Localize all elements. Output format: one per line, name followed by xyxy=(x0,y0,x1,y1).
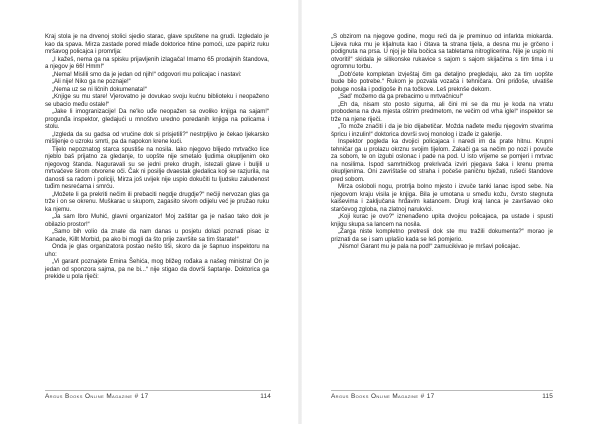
paragraph: Inspektor pogleda ka dvojici policajaca i naredi im da prate hitnu. Krupni tehničar ga u prolazu okrznu svojim tijelom. Zakači ga sa nečim po nozi i povuče za sobom, te on izgubi oslonac i pade na pod. U isto vrijeme se pomjeri i mrtvac na nosilima. Ispod samrtničkog prekrivača izviri pjegava šaka i krenu prema okupljenima. Oni zavrištaše od straha i počeše paničnu bježati, rušeći štandove pred sobom. xyxy=(331,139,553,183)
paragraph: „Ali nije! Niko ga ne poznaje!“ xyxy=(52,79,131,85)
paragraph: „Vi garant poznajete Emina Šehića, mog bližeg rođaka a našeg ministra! On je jedan od sponzora sajma, pa ne bi...“ nije stigao da dovrši šaptanje. Doktorica ga prekide u pola riječi: xyxy=(45,259,269,280)
paragraph: „Sad' možemo da ga prebacimo u mrtvačnicu!“ xyxy=(338,94,464,100)
page-number: 115 xyxy=(542,393,553,400)
page-number: 114 xyxy=(260,393,271,400)
paragraph: „Možete li ga prekriti nečim ili prebaciti negdje drugdje?“ nečiji nervozan glas ga trže i on se okrenu. Muškarac u skupom, zagasito sivom odijelu već je pružao ruku ka njemu. xyxy=(45,191,269,213)
magazine-name: Argus Books Online Magazine # 17 xyxy=(45,393,149,400)
paragraph: Onda je glas organizatora postao nešto tiši, skoro da je šapnuo inspektoru na uho: xyxy=(45,244,269,258)
paragraph: „Koji kurac je ovo?“ iznenađeno upita dvojicu policajaca, pa ustade i spusti knjigu skupa sa lancem na nosila. xyxy=(331,214,553,228)
left-page-text xyxy=(45,34,269,282)
paragraph: Tijelo nepoznatog starca spustiše na nosila. Iako njegovo blijedo mrtvačko lice njeblo baš prijatno za gledanje, to uopšte nije smetalo ljudima okupljenim oko njegovog štanda. Naguravali su se jedni preko drugih, istezali glave i buljili u mrtvačeve širom otvorene oči. Čak ni posilje dvaestak gledalica koji se razjurila, na danosti sa radom i policiji, Mirza još uvijek nije uspio dokučiti tu ljudsku zaludenost tuđim nesrećama i smrću. xyxy=(45,146,269,190)
paragraph: „To može značiti i da je bio dijabetičar. Možda nađete među njegovim stvarima špricu i inzulin!“ doktorica dovrši svoj monolog i izađe iz galerije. xyxy=(331,124,553,138)
right-page-footer xyxy=(331,390,553,402)
paragraph: „Zarga niste kompletno pretresli dok ste mu tražili dokumenta?“ morao je priznati da se i sam uplašio kada se leš pomjerio. xyxy=(331,229,553,243)
right-page xyxy=(300,0,600,424)
paragraph: „S obzirom na njegove godine, mogu reći da je preminuo od infarkta miokarda. Lijeva ruka mu je kljalnuta kao i čitava ta strana tijela, a desna mu je grčeno i podignuta na prsa. U njoj je bila bočica sa tabletama nitroglicerina. Nije je uspio ni otvoriti!“ skidala je silikonske rukavice s sajom s sajom skijačima s tim tima i u ogromnu torbu. xyxy=(331,34,553,70)
paragraph: „Jake li imogranizacije! Da ne'ko uđe neopažen sa ovoliko knjiga na sajam!“ progunđa inspektor, gledajući u mnoštvo uredno poredanih knjiga na policama i stolu. xyxy=(45,109,269,130)
paragraph: Kraj stola je na drvenoj stolici sjedio starac, glave spuštene na grudi. Izgledalo je kao da spava. Mirza zastade pored mlađe doktorice htine pomoći, uze papiriz ruku mršavog policajca i promrlja: xyxy=(45,34,269,55)
paragraph: „Ja sam Ibro Muhić, glavni organizator! Moj zaštitar ga je našao tako dok je obilazio prostor!“ xyxy=(45,214,269,228)
right-page-text xyxy=(331,34,553,252)
paragraph: „Eh da, nisam sto posto sigurna, ali čini mi se da mu je koda na vratu probodena na dva mjesta oštrim predmetom, ne večim od vrha igle!“ inspektor se trže na njene riječi. xyxy=(331,101,553,123)
left-page-footer xyxy=(45,390,271,402)
paragraph: „Nema! Mislili smo da je jedan od njih!“ odgovori mu policajac i nastavi: xyxy=(52,71,242,78)
magazine-name: Argus Books Online Magazine # 17 xyxy=(331,393,435,400)
paragraph: „I kažeš, nema ga na spisku prijavljenih izlagača! Imamo 65 prodajnih štandova, a njegov je 66! Hmm!“ xyxy=(45,56,269,70)
paragraph: „Nismo! Garant mu je pala na pod!“ zamucikivao je mršavi policajac. xyxy=(338,244,521,250)
paragraph: „Samo bih volio da znate da nam danas u posjetu dolazi poznati pisac iz Kanade, Killt Morbid, pa ako bi mogli da što prije završite sa tim štarate!“ xyxy=(45,229,269,243)
paragraph: „Nema uz se ni ličnih dokumenata!“ xyxy=(52,86,147,93)
paragraph: „Knjige su mu stare! Vjerovatno je dovukao svoju kućnu biblioteku i neopaženo se ubacio među ostale!“ xyxy=(45,94,269,108)
paragraph: „Izgleda da su gadsa od vrućine dok si prisjetili?“ nestrpljivo je čekao ljekarsko mišljenje o uzroku smrti, pa da napokon krene kući. xyxy=(45,131,269,145)
paragraph: Mirza osloboli nogu, protrlja bolno mjesto i izvuče tanki lanac ispod sebe. Na njegovom kraju visila je knjiga. Bila je umotana u smeđu kožu, čvrsto stegnuta kaiševima i zaključana hrđavim katancem. Drugi kraj lanca je završavao oko starčevog zgloba, na zlatnoj narukvici. xyxy=(331,184,553,213)
paragraph: „Dob'ćete kompletan izvještaj čim ga detaljno pregledaju, ako za tim uopšte bude bilo potrebe.“ Rukom je pozvala vozača i tehničara. Oni priđoše, ulvatiše poluge nosila i podigoše ih na točkove. Leš preknše dekom. xyxy=(331,71,553,93)
